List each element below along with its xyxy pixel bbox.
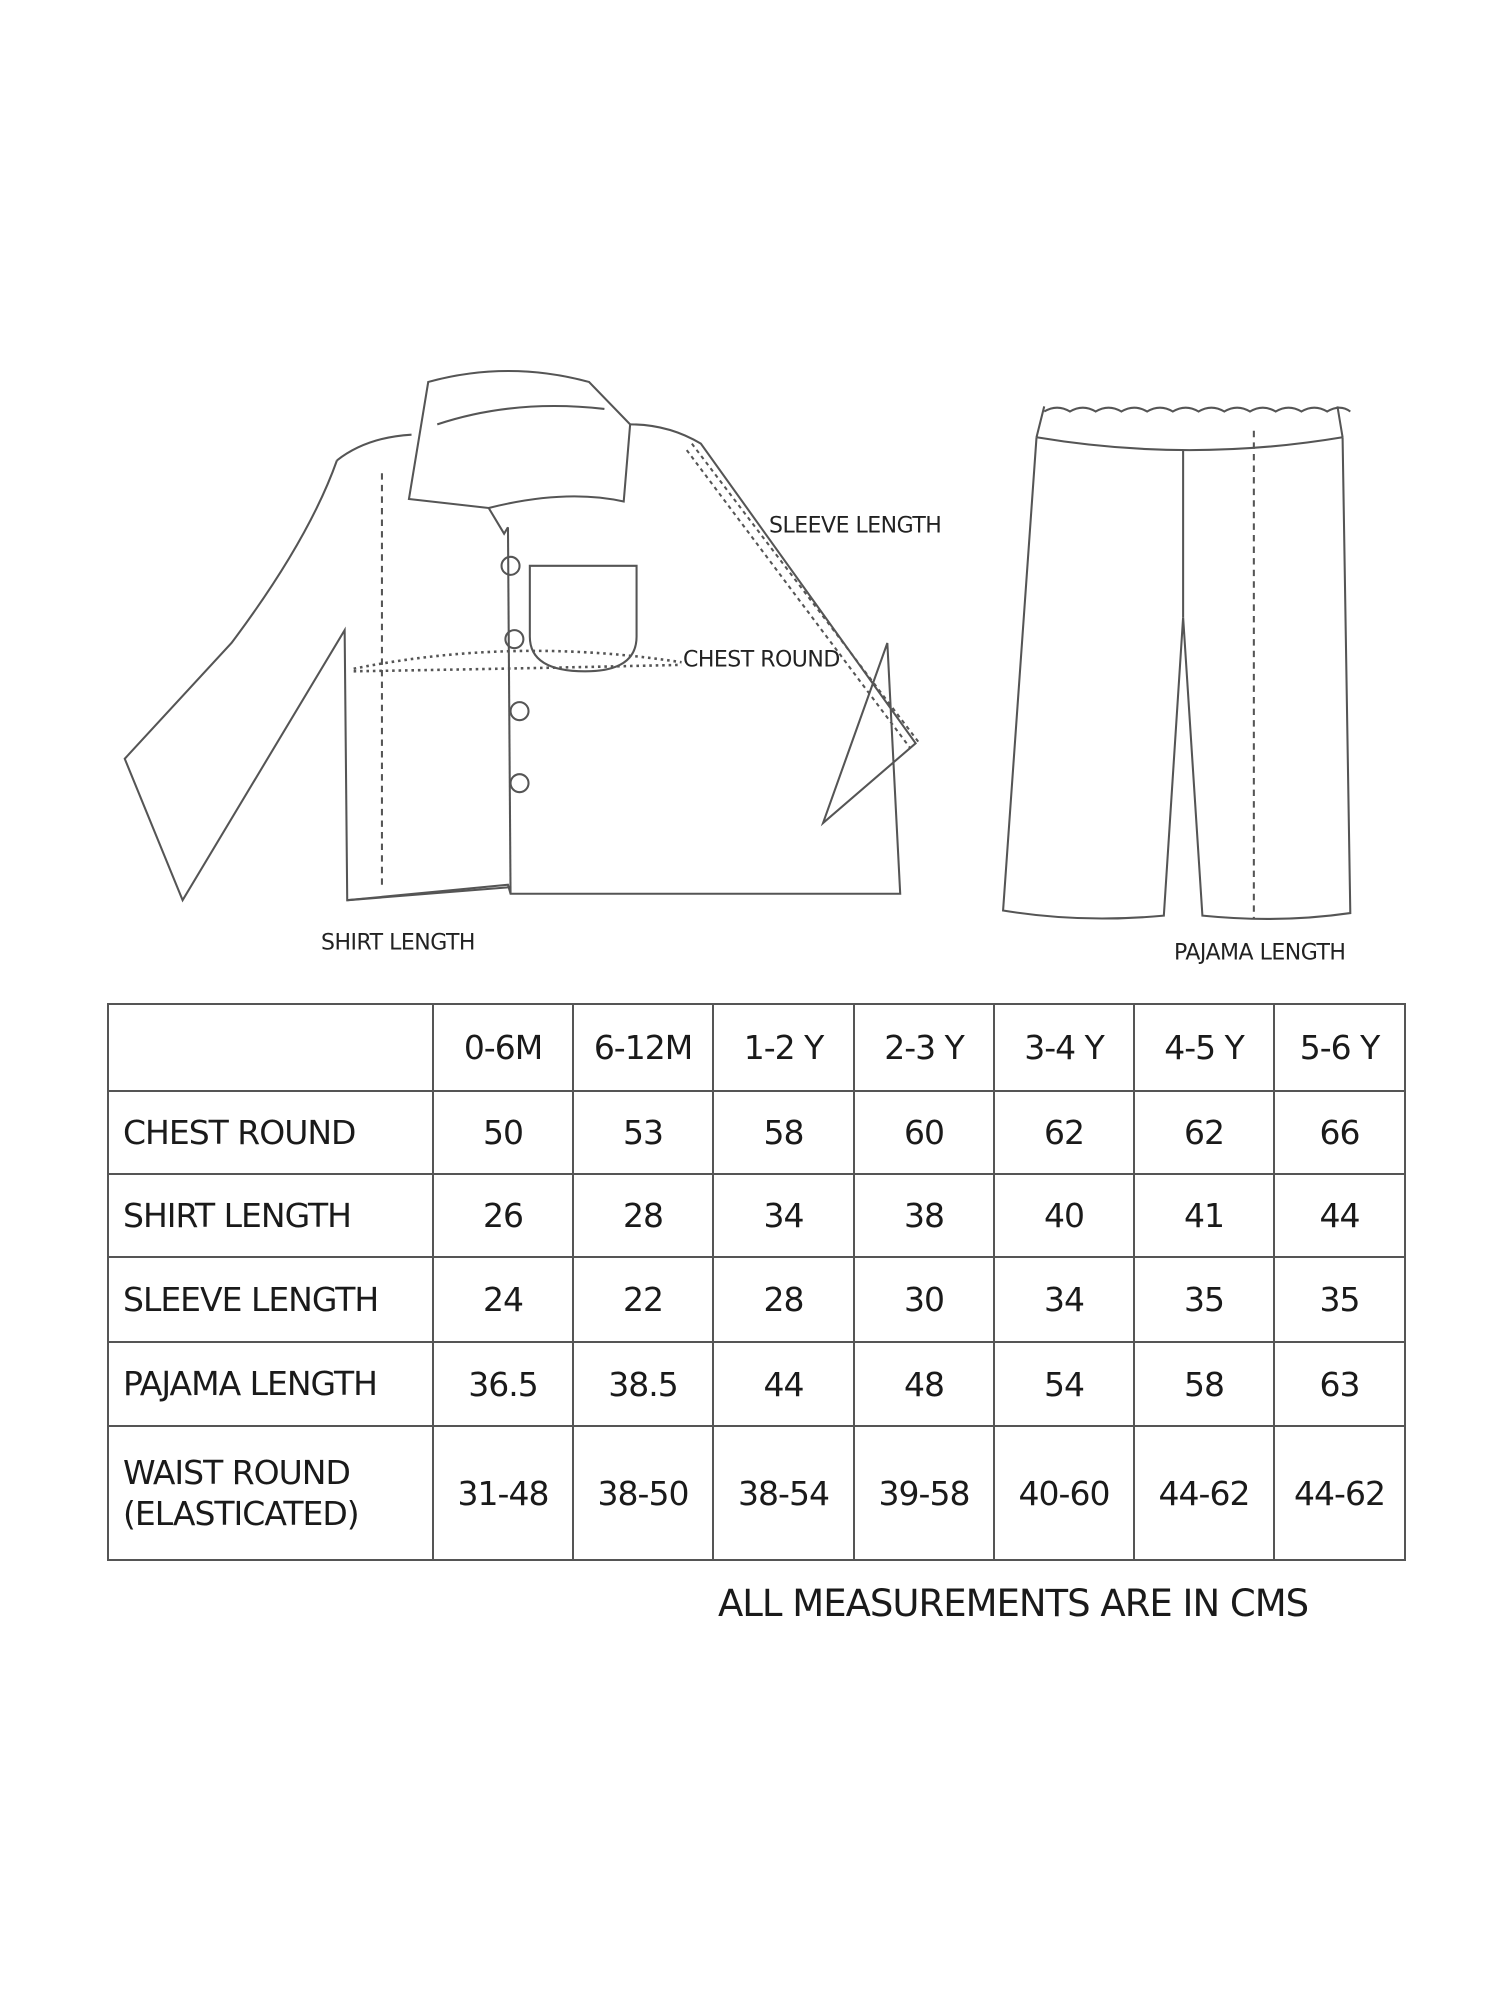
row-label	[108, 1426, 433, 1560]
size-header: 0-6M	[433, 1004, 573, 1091]
cell: 58	[713, 1091, 854, 1174]
cell: 26	[433, 1174, 573, 1257]
shirt-drawing	[125, 371, 920, 900]
cell: 38.5	[573, 1342, 713, 1426]
sleeve-length-label: SLEEVE LENGTH	[769, 513, 942, 539]
cell: 48	[854, 1342, 994, 1426]
row-label: SHIRT LENGTH	[108, 1174, 433, 1257]
pajama-length-label: PAJAMA LENGTH	[1174, 940, 1346, 966]
size-header: 1-2 Y	[713, 1004, 854, 1091]
size-header: 6-12M	[573, 1004, 713, 1091]
row-label-line2: (ELASTICATED)	[123, 1494, 359, 1533]
cell: 39-58	[854, 1426, 994, 1560]
cell: 62	[1134, 1091, 1274, 1174]
cell: 44-62	[1134, 1426, 1274, 1560]
cell: 31-48	[433, 1426, 573, 1560]
size-header: 3-4 Y	[994, 1004, 1134, 1091]
row-label: SLEEVE LENGTH	[108, 1257, 433, 1342]
table-row	[108, 1174, 1405, 1257]
cell: 35	[1134, 1257, 1274, 1342]
cell: 40-60	[994, 1426, 1134, 1560]
size-header: 2-3 Y	[854, 1004, 994, 1091]
cell: 53	[573, 1091, 713, 1174]
cell: 44-62	[1274, 1426, 1405, 1560]
cell: 41	[1134, 1174, 1274, 1257]
header-row	[108, 1004, 1405, 1091]
table-row	[108, 1257, 1405, 1342]
cell: 63	[1274, 1342, 1405, 1426]
cell: 54	[994, 1342, 1134, 1426]
row-label: CHEST ROUND	[108, 1091, 433, 1174]
cell: 34	[994, 1257, 1134, 1342]
cell: 38	[854, 1174, 994, 1257]
cell: 28	[713, 1257, 854, 1342]
cell: 38-50	[573, 1426, 713, 1560]
table-row	[108, 1091, 1405, 1174]
shirt-length-label: SHIRT LENGTH	[321, 930, 475, 956]
cell: 50	[433, 1091, 573, 1174]
row-label-line1: WAIST ROUND	[123, 1452, 350, 1492]
pajama-drawing	[1003, 406, 1350, 919]
chest-round-label: CHEST ROUND	[683, 647, 840, 673]
row-label: PAJAMA LENGTH	[108, 1342, 433, 1426]
cell: 66	[1274, 1091, 1405, 1174]
cell: 22	[573, 1257, 713, 1342]
cell: 40	[994, 1174, 1134, 1257]
cell: 28	[573, 1174, 713, 1257]
corner-cell	[108, 1004, 433, 1091]
cell: 30	[854, 1257, 994, 1342]
size-header: 4-5 Y	[1134, 1004, 1274, 1091]
cell: 36.5	[433, 1342, 573, 1426]
cell: 44	[1274, 1174, 1405, 1257]
cell: 38-54	[713, 1426, 854, 1560]
table-row	[108, 1342, 1405, 1426]
cell: 44	[713, 1342, 854, 1426]
table-row	[108, 1426, 1405, 1560]
cell: 24	[433, 1257, 573, 1342]
cell: 60	[854, 1091, 994, 1174]
size-header: 5-6 Y	[1274, 1004, 1405, 1091]
cell: 58	[1134, 1342, 1274, 1426]
measurement-units-note: ALL MEASUREMENTS ARE IN CMS	[718, 1582, 1309, 1625]
cell: 35	[1274, 1257, 1405, 1342]
cell: 62	[994, 1091, 1134, 1174]
size-chart-table	[107, 1003, 1406, 1561]
cell: 34	[713, 1174, 854, 1257]
